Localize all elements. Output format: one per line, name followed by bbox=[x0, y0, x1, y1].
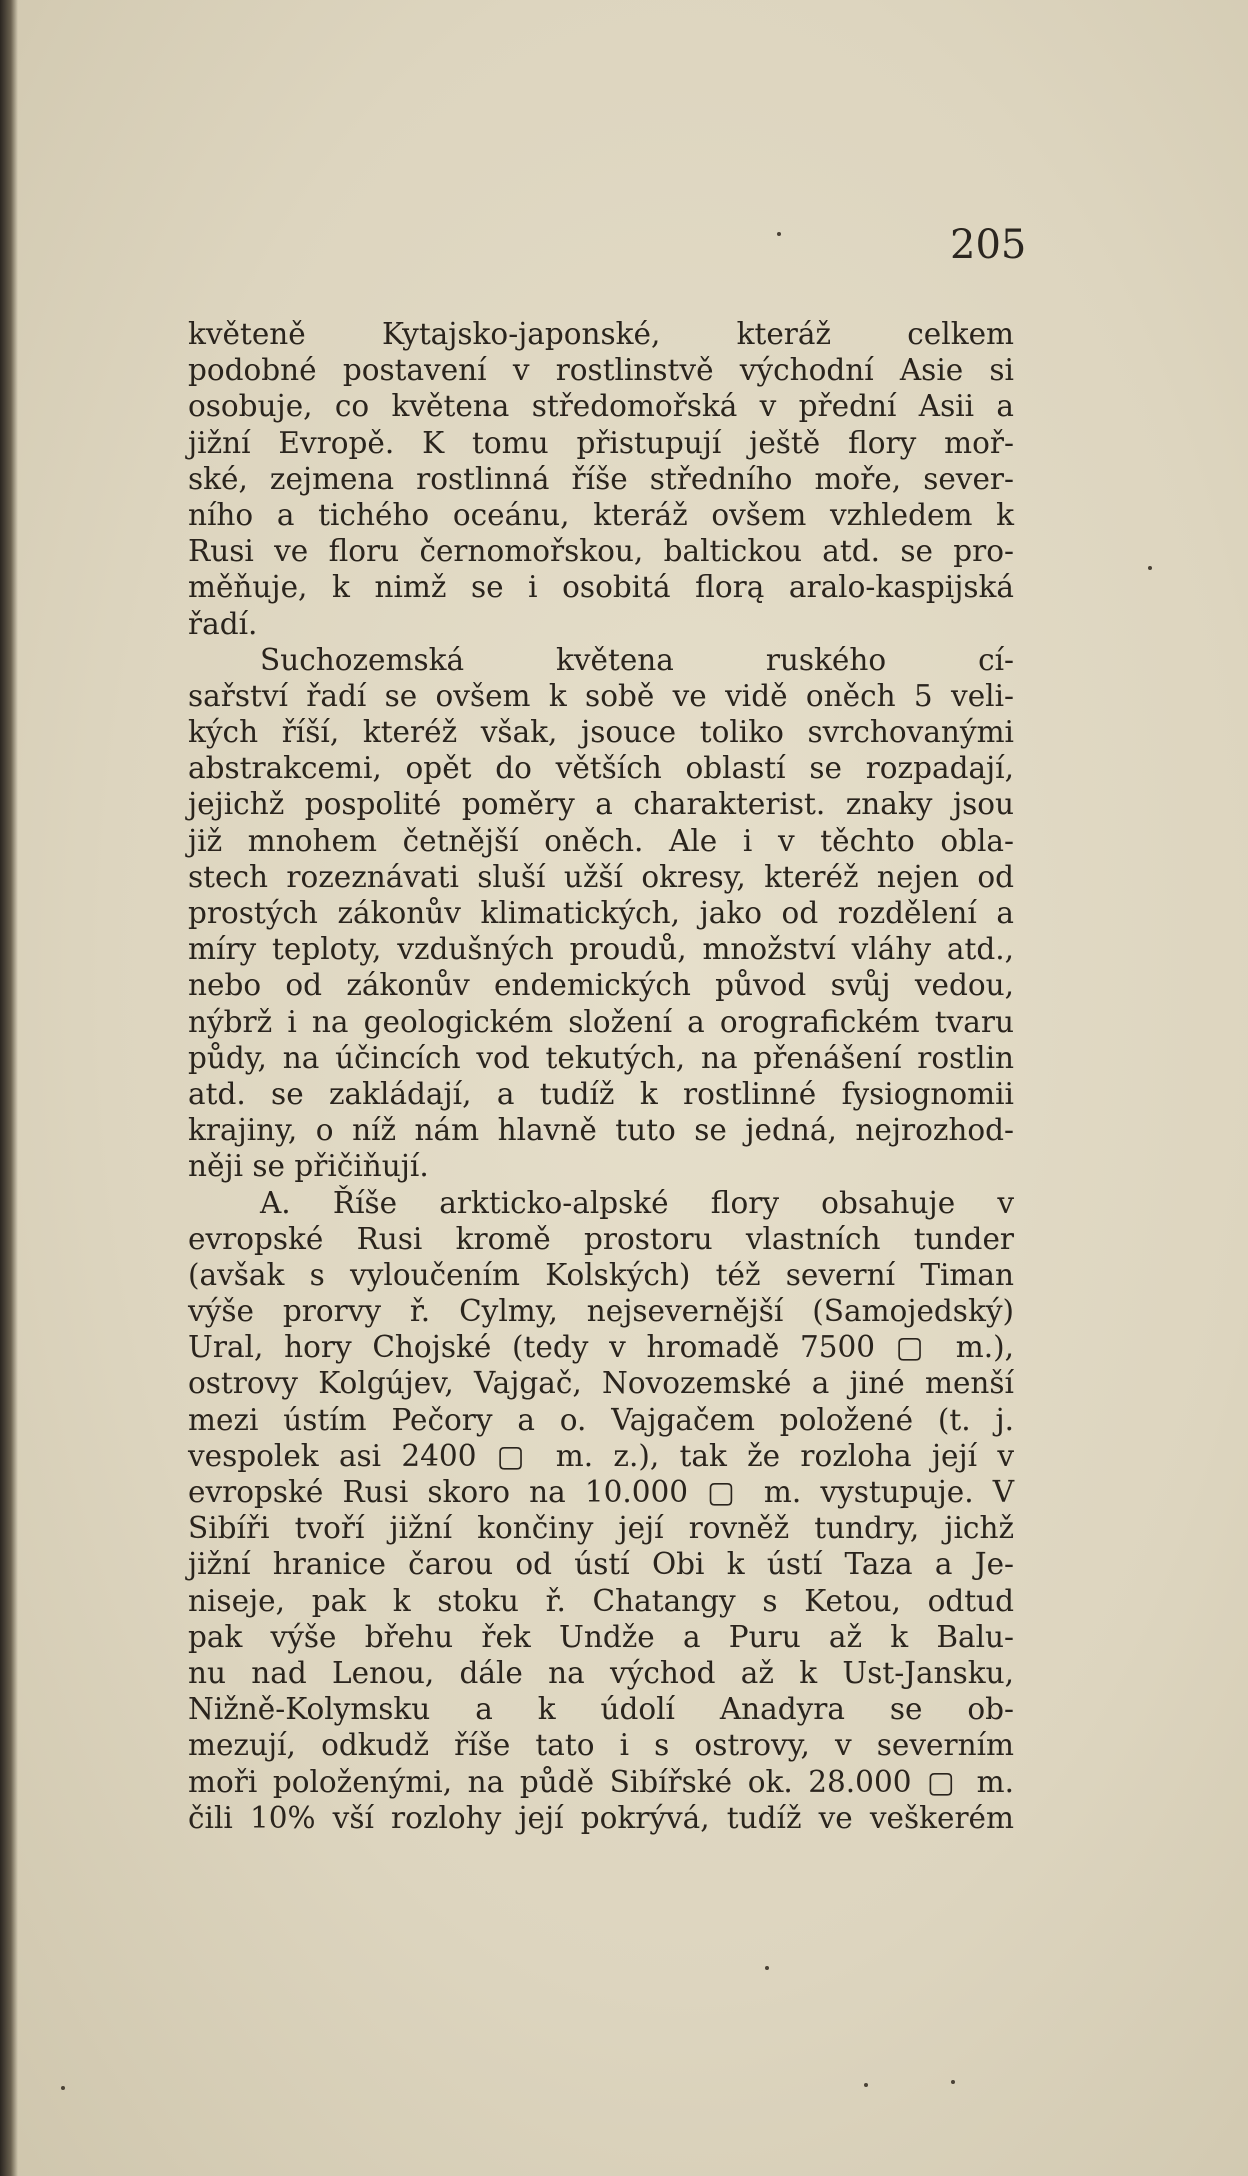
text-line: A. Říše arkticko-alpské flory obsahuje v bbox=[260, 1185, 1014, 1220]
ink-speck bbox=[777, 232, 781, 236]
text-line: čili 10% vší rozlohy její pokrývá, tudíž ve veškerém bbox=[188, 1800, 1014, 1835]
text-line: ního a tichého oceánu, kteráž ovšem vzhledem k bbox=[188, 497, 1014, 532]
text-line: květeně Kytajsko-japonské, kteráž celkem bbox=[188, 317, 1014, 351]
text-line: nebo od zákonův endemických původ svůj vedou, bbox=[188, 968, 1014, 1003]
text-line: jižní hranice čarou od ústí Obi k ústí Taza a Je- bbox=[188, 1547, 1014, 1582]
text-line: evropské Rusi kromě prostoru vlastních tunder bbox=[188, 1221, 1014, 1256]
text-line: něji se přičiňují. bbox=[188, 1149, 429, 1184]
text-line: osobuje, co květena středomořská v přední Asii a bbox=[188, 389, 1014, 424]
page-gutter-shadow bbox=[0, 0, 18, 2176]
text-line: krajiny, o níž nám hlavně tuto se jedná, nejrozhod- bbox=[188, 1113, 1014, 1148]
text-line: Suchozemská květena ruského cí- bbox=[260, 642, 1014, 677]
ink-speck bbox=[61, 2086, 65, 2090]
text-line: Sibíři tvoří jižní končiny její rovněž tundry, jichž bbox=[188, 1511, 1014, 1546]
text-line: prostých zákonův klimatických, jako od rozdělení a bbox=[188, 896, 1014, 930]
text-line: výše prorvy ř. Cylmy, nejsevernější (Samojedský) bbox=[188, 1294, 1014, 1329]
text-line: jejichž pospolité poměry a charakterist. znaky jsou bbox=[188, 787, 1014, 822]
text-line: měňuje, k nimž se i osobitá florą aralo-kaspijská bbox=[188, 570, 1014, 605]
text-line: nu nad Lenou, dále na východ až k Ust-Jansku, bbox=[188, 1655, 1014, 1690]
text-line: evropské Rusi skoro na 10.000 ▢ m. vystupuje. V bbox=[188, 1475, 1014, 1509]
text-line: Rusi ve floru černomořskou, baltickou atd. se pro- bbox=[188, 534, 1014, 569]
text-line: kých říší, kteréž však, jsouce toliko svrchovanými bbox=[188, 715, 1014, 750]
text-line: podobné postavení v rostlinstvě východní Asie si bbox=[188, 353, 1014, 388]
ink-speck bbox=[864, 2083, 868, 2087]
text-line: sařství řadí se ovšem k sobě ve vidě oněch 5 veli- bbox=[188, 678, 1014, 713]
text-line: Nižně-Kolymsku a k údolí Anadyra se ob- bbox=[188, 1692, 1014, 1727]
text-line: moři položenými, na půdě Sibířské ok. 28.000 ▢ m. bbox=[188, 1764, 1014, 1799]
text-line: půdy, na účincích vod tekutých, na přenášení rostlin bbox=[188, 1040, 1014, 1075]
text-line: ské, zejmena rostlinná říše středního moře, sever- bbox=[188, 461, 1014, 496]
text-line: jižní Evropě. K tomu přistupují ještě flory moř- bbox=[188, 425, 1014, 460]
text-line: abstrakcemi, opět do větších oblastí se rozpadají, bbox=[188, 751, 1014, 786]
text-line: řadí. bbox=[188, 606, 258, 641]
ink-speck bbox=[951, 2080, 955, 2084]
text-line: vespolek asi 2400 ▢ m. z.), tak že rozloha její v bbox=[188, 1438, 1014, 1473]
text-line: mezi ústím Pečory a o. Vajgačem položené (t. j. bbox=[188, 1402, 1014, 1437]
text-line: niseje, pak k stoku ř. Chatangy s Ketou, odtud bbox=[188, 1583, 1014, 1618]
text-line: mezují, odkudž říše tato i s ostrovy, v severním bbox=[188, 1728, 1014, 1763]
text-line: stech rozeznávati sluší užší okresy, kteréž nejen od bbox=[188, 859, 1014, 894]
text-line: nýbrž i na geologickém složení a orografickém tvaru bbox=[188, 1004, 1014, 1039]
body-text bbox=[188, 316, 1014, 1836]
text-line: pak výše břehu řek Undže a Puru až k Balu- bbox=[188, 1619, 1014, 1654]
text-line: atd. se zakládají, a tudíž k rostlinné fysiognomii bbox=[188, 1076, 1014, 1111]
text-line: míry teploty, vzdušných proudů, množství vláhy atd., bbox=[188, 932, 1014, 967]
ink-speck bbox=[765, 1966, 769, 1970]
page-number: 205 bbox=[950, 222, 1027, 268]
text-line: Ural, hory Chojské (tedy v hromadě 7500 ▢ m.), bbox=[188, 1330, 1014, 1365]
text-line: (avšak s vyloučením Kolských) též severní Timan bbox=[188, 1257, 1014, 1292]
text-line: ostrovy Kolgújev, Vajgač, Novozemské a jiné menší bbox=[188, 1366, 1014, 1401]
text-line: již mnohem četnější oněch. Ale i v těchto obla- bbox=[188, 823, 1014, 858]
ink-speck bbox=[1148, 566, 1152, 570]
